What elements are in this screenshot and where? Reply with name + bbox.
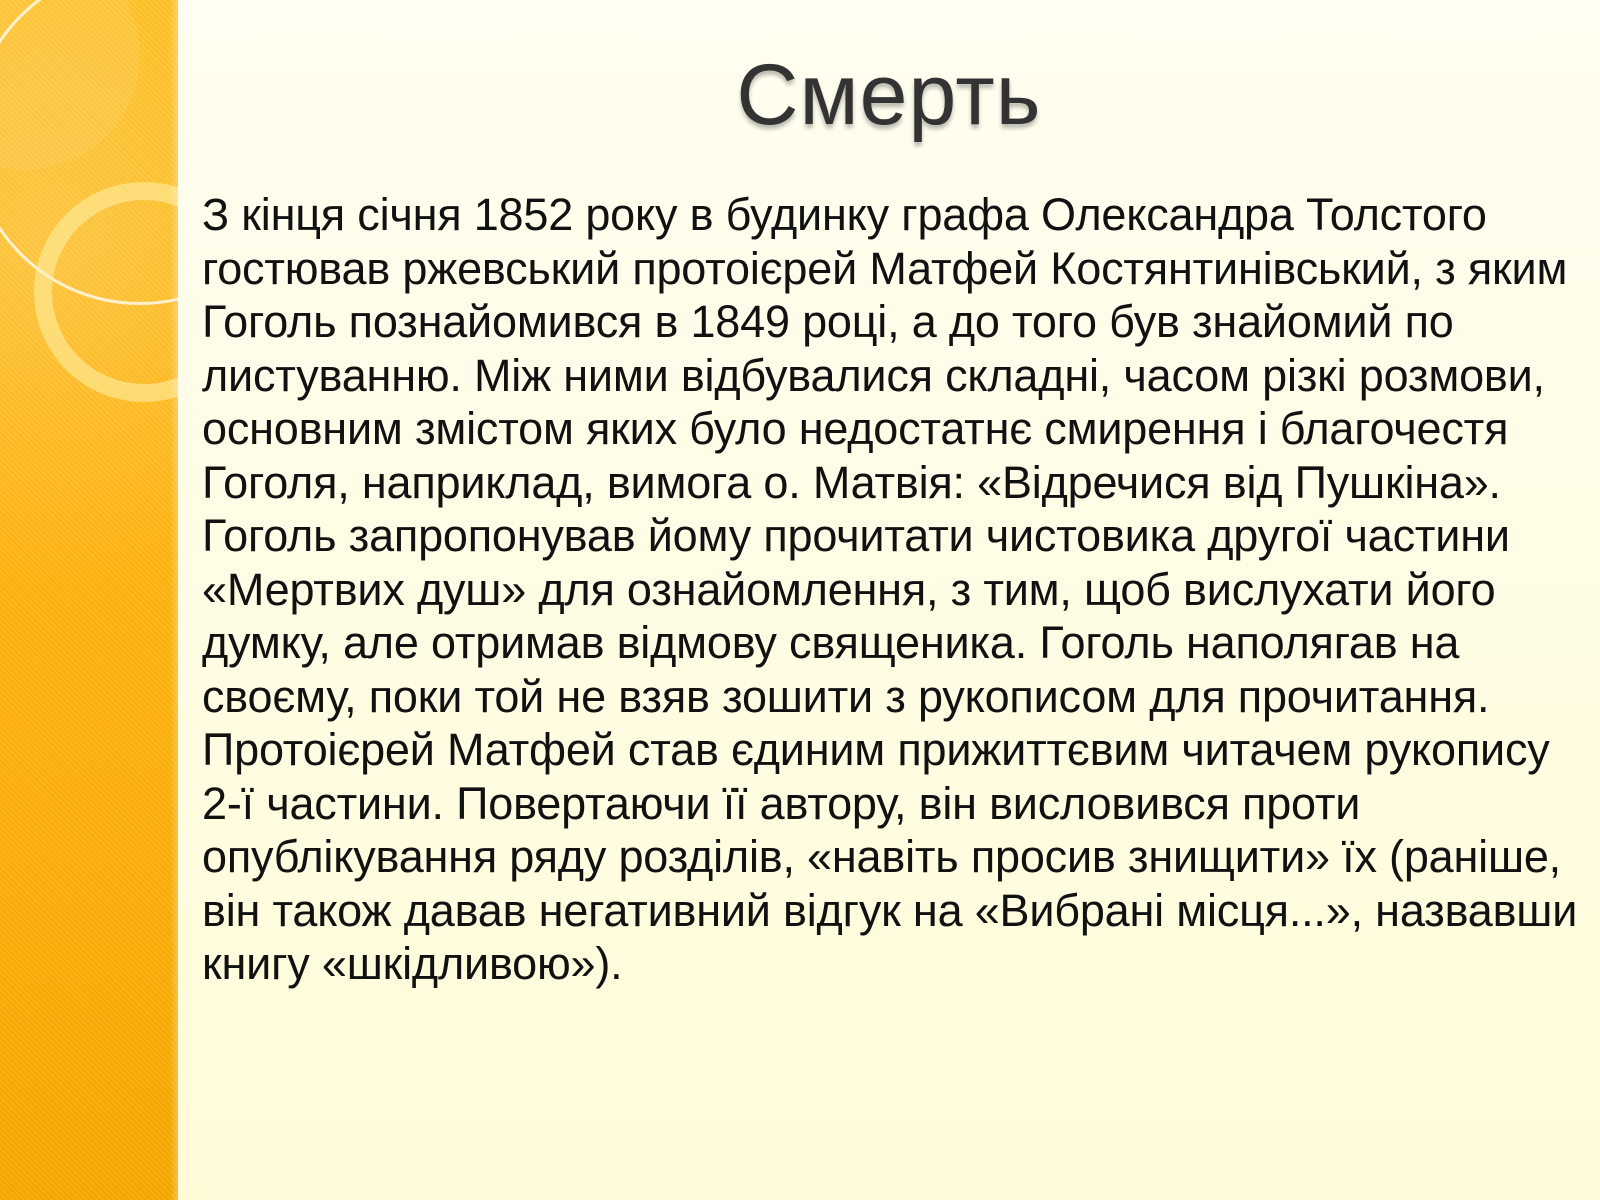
decorative-side-band <box>0 0 178 1200</box>
decorative-ring-icon <box>0 0 140 170</box>
decorative-ring-icon <box>0 0 178 305</box>
slide-title: Смерть <box>736 47 1042 143</box>
slide-body-text: З кінця січня 1852 року в будинку графа Олександра Толстого гостював ржевський протоієрей Матфей Костянтинівський, з яким Гоголь познайомився в 1849 році, а до того був знайомий по листуванню. Між ними відбувалися складні, часом різкі розмови, основним змістом яких було недостатнє смирення і благочестя Гоголя, наприклад, вимога о. Матвія: «Відречися від Пушкіна». Гоголь запропонував йому прочитати чистовика другої частини «Мертвих душ» для ознайомлення, з тим, щоб вислухати його думку, але отримав відмову священика. Гоголь наполягав на своєму, поки той не взяв зошити з рукописом для прочитання. Протоієрей Матфей став єдиним прижиттєвим читачем рукопису 2-ї частини. Повертаючи її автору, він висловився проти опублікування ряду розділів, «навіть просив знищити» їх (раніше, він також давав негативний відгук на «Вибрані місця...», назвавши книгу «шкідливою»). <box>202 189 1578 989</box>
decorative-ring-icon <box>34 182 178 402</box>
